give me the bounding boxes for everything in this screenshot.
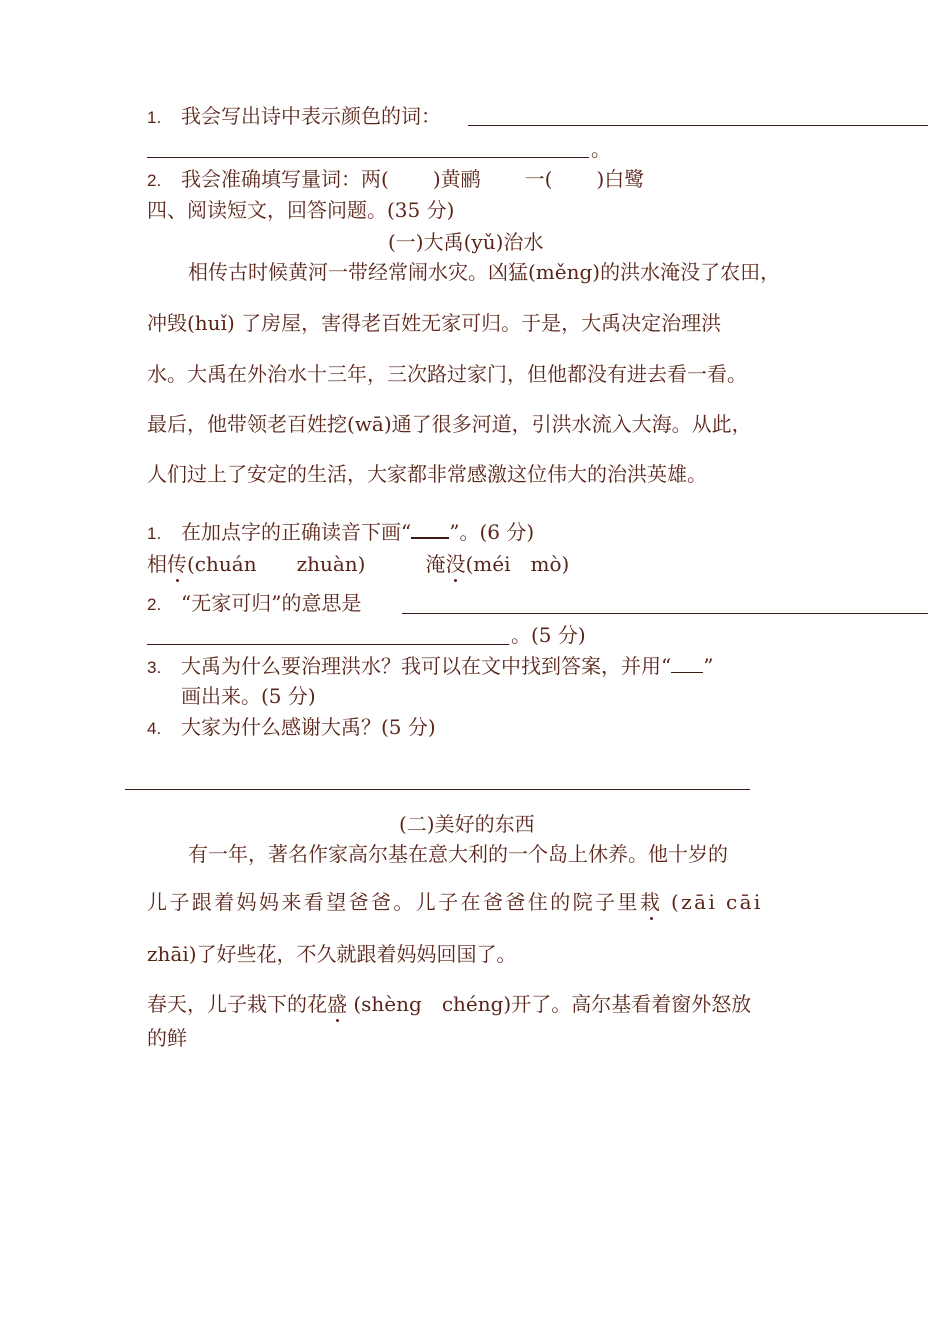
passage-line: 的鲜 — [147, 1026, 187, 1050]
dotted-char: 传 — [167, 552, 187, 576]
dotted-char: 栽 — [639, 890, 663, 914]
passage-text: (zāi cāi — [662, 890, 763, 914]
question-number: 4. — [147, 719, 162, 738]
question-number: 2. — [147, 595, 162, 614]
dotted-char: 没 — [445, 552, 466, 576]
answer-line[interactable] — [468, 125, 928, 126]
passage-line: 有一年，著名作家高尔基在意大利的一个岛上休养。他十岁的 — [188, 842, 728, 866]
answer-line[interactable] — [402, 613, 928, 614]
question-text: “无家可归”的意思是 — [181, 591, 362, 615]
passage-text: (shèng chéng)开了。高尔基看着窗外怒放 — [347, 992, 752, 1016]
question-pronunciation — [147, 519, 534, 547]
pinyin-options[interactable]: (méi mò) — [465, 552, 570, 576]
fill-question-colors — [147, 103, 441, 131]
answer-line[interactable] — [147, 157, 589, 158]
question-number: 3. — [147, 658, 162, 677]
question-text: 大家为什么感谢大禹？(5 分) — [181, 715, 436, 739]
passage-line: 冲毁(huǐ) 了房屋，害得老百姓无家可归。于是，大禹决定治理洪 — [147, 311, 722, 335]
word-char: 淹 — [425, 552, 446, 576]
question-number: 2. — [147, 171, 162, 190]
passage-title: (一)大禹(yǔ)治水 — [388, 230, 544, 254]
pronunciation-options — [147, 551, 569, 577]
question-text: 大禹为什么要治理洪水？我可以在文中找到答案，并用“ — [181, 654, 672, 678]
question-why-control-flood — [147, 653, 713, 681]
question-why-thank — [147, 714, 436, 742]
dotted-char: 盛 — [327, 992, 347, 1016]
answer-line[interactable] — [125, 789, 750, 790]
pinyin-options[interactable]: (chuán zhuàn) — [187, 552, 366, 576]
underline-sample — [671, 654, 703, 673]
answer-line[interactable] — [147, 644, 509, 645]
fill-question-measure-words — [147, 166, 644, 194]
score-note: 。(5 分) — [511, 623, 586, 647]
passage-line: 人们过上了安定的生活，大家都非常感激这位伟大的治洪英雄。 — [147, 462, 707, 486]
passage-line: 水。大禹在外治水十三年，三次路过家门，但他都没有进去看一看。 — [147, 362, 747, 386]
underline-sample — [411, 519, 449, 539]
passage-line: zhāi)了好些花，不久就跟着妈妈回国了。 — [147, 942, 517, 966]
passage-line: 相传古时候黄河一带经常闹水灾。凶猛(měng)的洪水淹没了农田， — [188, 260, 781, 284]
question-text: ”。(6 分) — [449, 520, 535, 544]
passage-line — [147, 889, 763, 915]
section-heading: 四、阅读短文，回答问题。(35 分) — [147, 198, 455, 222]
question-text: 我会准确填写量词：两( — [181, 167, 389, 191]
passage-title: (二)美好的东西 — [399, 812, 535, 836]
passage-line — [147, 991, 751, 1017]
question-text: ” — [703, 654, 714, 678]
passage-line: 最后，他带领老百姓挖(wā)通了很多河道，引洪水流入大海。从此， — [147, 412, 752, 436]
question-text: 在加点字的正确读音下画“ — [181, 520, 412, 544]
question-text: )黄鹂 — [432, 167, 481, 191]
question-number: 1. — [147, 108, 162, 127]
passage-text: 春天，儿子栽下的花 — [147, 992, 327, 1016]
passage-text: 儿子跟着妈妈来看望爸爸。儿子在爸爸住的院子里 — [147, 890, 640, 914]
question-text: 我会写出诗中表示颜色的词： — [181, 104, 441, 128]
word-char: 相 — [147, 552, 167, 576]
question-text: 一( — [524, 167, 553, 191]
question-meaning — [147, 590, 361, 618]
question-number: 1. — [147, 524, 162, 543]
sentence-end: 。 — [591, 137, 611, 161]
question-text: )白鹭 — [596, 167, 645, 191]
question-text-cont: 画出来。(5 分) — [181, 684, 316, 708]
